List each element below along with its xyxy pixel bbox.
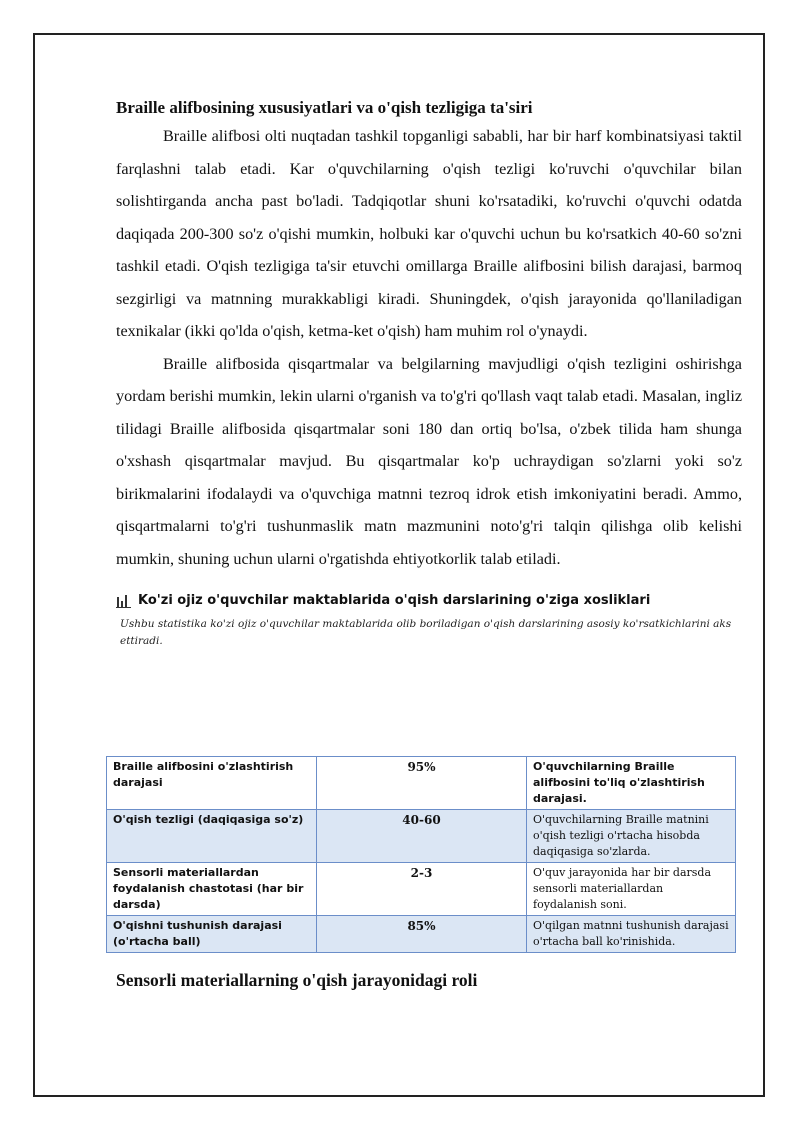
table-row [107,863,736,916]
row-label: Braille alifbosini o'zlashtirish darajasi [107,757,317,810]
statistics-description: Ushbu statistika ko'zi ojiz o'quvchilar maktablarida olib boriladigan o'qish darslarining asosiy ko'rsatkichlarini aks ettiradi. [120,618,732,647]
row-label: O'qish tezligi (daqiqasiga so'z) [107,810,317,863]
row-value: 95% [317,757,527,810]
statistics-table [106,756,736,953]
table-row [107,757,736,810]
statistics-title: Ko'zi ojiz o'quvchilar maktablarida o'qish darslarining o'ziga xosliklari [138,593,651,608]
row-value: 2-3 [317,863,527,916]
body-paragraph: Braille alifbosi olti nuqtadan tashkil topganligi sababli, har bir harf kombinatsiyasi taktil farqlashni talab etadi. Kar o'quvchilarning o'qish tezligi ko'ruvchi o'quvchilar bilan solishtirganda ancha past bo'ladi. Tadqiqotlar shuni ko'rsatadiki, ko'ruvchi o'quvchi odatda daqiqada 200-300 so'z o'qishi mumkin, holbuki kar o'quvchi uchun bu ko'rsatkich 40-60 so'zni tashkil etadi. O'qish tezligiga ta'sir etuvchi omillarga Braille alifbosini bilish darajasi, barmoq sezgirligi va matnning murakkabligi kiradi. Shuningdek, o'qish jarayonida qo'llaniladigan texnikalar (ikki qo'lda o'qish, ketma-ket o'qish) ham muhim rol o'ynaydi. [116,127,742,340]
section-heading: Sensorli materiallarning o'qish jarayonidagi roli [116,970,478,990]
row-value: 40-60 [317,810,527,863]
row-note: O'qilgan matnni tushunish darajasi o'rtacha ball ko'rinishida. [527,916,736,953]
row-note: O'quvchilarning Braille alifbosini to'liq o'zlashtirish darajasi. [527,757,736,810]
statistics-heading [116,593,742,608]
body-paragraph: Braille alifbosida qisqartmalar va belgilarning mavjudligi o'qish tezligini oshirishga yordam berishi mumkin, lekin ularni o'rganish va to'g'ri qo'llash vaqt talab etadi. Masalan, ingliz tilidagi Braille alifbosida qisqartmalar soni 180 dan ortiq bo'lsa, o'zbek tilida ham shunga o'xshash qisqartmalar mavjud. Bu qisqartmalar ko'p uchraydigan so'zlarni yoki so'z birikmalarini ifodalaydi va o'quvchiga matnni tezroq idrok etish imkoniyatini beradi. Ammo, qisqartmalarni to'g'ri tushunmaslik matn mazmunini noto'g'ri talqin qilishga olib kelishi mumkin, shuning uchun ularni o'rgatishda ehtiyotkorlik talab etiladi. [116,354,742,568]
row-value: 85% [317,916,527,953]
row-label: Sensorli materiallardan foydalanish chastotasi (har bir darsda) [107,863,317,916]
row-note: O'quvchilarning Braille matnini o'qish tezligi o'rtacha hisobda daqiqasiga so'zlarda. [527,810,736,863]
table-row [107,916,736,953]
table-row [107,810,736,863]
section-heading: Braille alifbosining xususiyatlari va o'qish tezligiga ta'siri [116,98,533,117]
document-body [116,96,742,650]
row-note: O'quv jarayonida har bir darsda sensorli materiallardan foydalanish soni. [527,863,736,916]
row-label: O'qishni tushunish darajasi (o'rtacha ball) [107,916,317,953]
bar-chart-icon [116,594,132,608]
